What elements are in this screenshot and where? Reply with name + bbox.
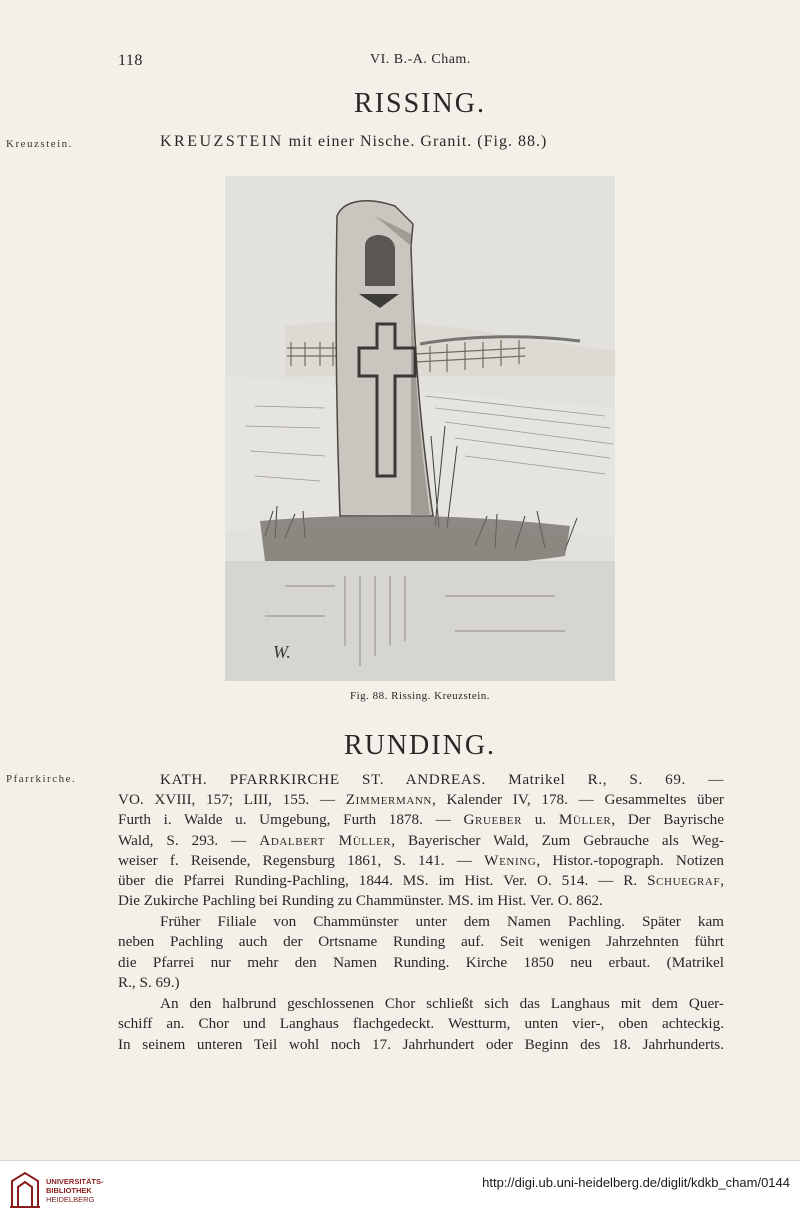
reference-line: weiser f. Reisende, Regensburg 1861, S. 141. — Wening, Histor.-topograph. Notizen — [118, 851, 724, 869]
section-title-runding: RUNDING. — [343, 730, 497, 761]
university-library-logo-text[interactable]: UNIVERSITÄTS- BIBLIOTHEK HEIDELBERG — [46, 1177, 104, 1204]
university-library-logo-icon[interactable] — [8, 1171, 42, 1209]
ground-base — [260, 516, 570, 568]
section-title-rissing: RISSING. — [354, 88, 486, 119]
paragraph-line: An den halbrund geschlossenen Chor schließt sich das Langhaus mit dem Quer- — [160, 995, 724, 1012]
figure-caption: Fig. 88. Rissing. Kreuzstein. — [349, 690, 491, 702]
kreuzstein-heading — [160, 133, 547, 151]
reference-line: über die Pfarrei Runding-Pachling, 1844. MS. im Hist. Ver. O. 514. — R. Schuegraf, — [118, 872, 724, 890]
kreuzstein-illustration — [225, 176, 615, 681]
history-paragraph — [118, 912, 724, 993]
reference-line: VO. XVIII, 157; LIII, 155. — Zimmermann, Kalender IV, 178. — Gesammeltes über — [118, 791, 724, 808]
page-number: 118 — [118, 52, 143, 69]
kreuzstein-heading-rest: mit einer Nische. Granit. (Fig. 88.) — [283, 133, 548, 150]
church-heading — [160, 770, 724, 790]
reference-line: Furth i. Walde u. Umgebung, Furth 1878. — Grueber u. Müller, Der Bayrische — [118, 811, 725, 829]
paragraph-line: Früher Filiale von Chammünster unter dem Namen Pachling. Später kam — [160, 913, 724, 930]
kreuzstein-heading-caps: KREUZSTEIN — [160, 133, 284, 150]
niche — [365, 235, 395, 286]
water — [225, 561, 615, 681]
permalink-url[interactable]: http://digi.ub.uni-heidelberg.de/diglit/kdkb_cham/0144 — [482, 1175, 790, 1190]
paragraph-line: In seinem unteren Teil wohl noch 17. Jahrhundert oder Beginn des 18. Jahrhunderts. — [118, 1035, 724, 1053]
references-block — [118, 790, 724, 912]
paragraph-line: neben Pachling auch der Ortsname Runding auf. Seit wenigen Jahrzehnten führt — [118, 933, 724, 951]
paragraph-line: schiff an. Chor und Langhaus flachgedeckt. Westturm, unten vier-, oben achteckig. — [118, 1015, 724, 1033]
margin-note-pfarrkirche: Pfarrkirche. — [6, 773, 77, 785]
reference-line: Wald, S. 293. — Adalbert Müller, Bayerischer Wald, Zum Gebrauche als Weg- — [118, 831, 724, 849]
margin-note-kreuzstein: Kreuzstein. — [6, 138, 73, 150]
running-title: VI. B.-A. Cham. — [370, 52, 471, 67]
church-heading-line: KATH. PFARRKIRCHE ST. ANDREAS. Matrikel R., S. 69. — — [160, 771, 724, 788]
figure-kreuzstein-drawing — [225, 176, 615, 681]
architecture-paragraph — [118, 994, 724, 1055]
viewer-footer — [0, 1160, 800, 1221]
artist-signature: W. — [273, 642, 291, 662]
running-head — [0, 52, 800, 72]
reference-line: Die Zukirche Pachling bei Runding zu Chammünster. MS. im Hist. Ver. O. 862. — [118, 892, 603, 910]
paragraph-line: R., S. 69.) — [118, 973, 180, 991]
paragraph-line: die Pfarrei nur mehr den Namen Runding. Kirche 1850 neu erbaut. (Matrikel — [118, 953, 724, 971]
